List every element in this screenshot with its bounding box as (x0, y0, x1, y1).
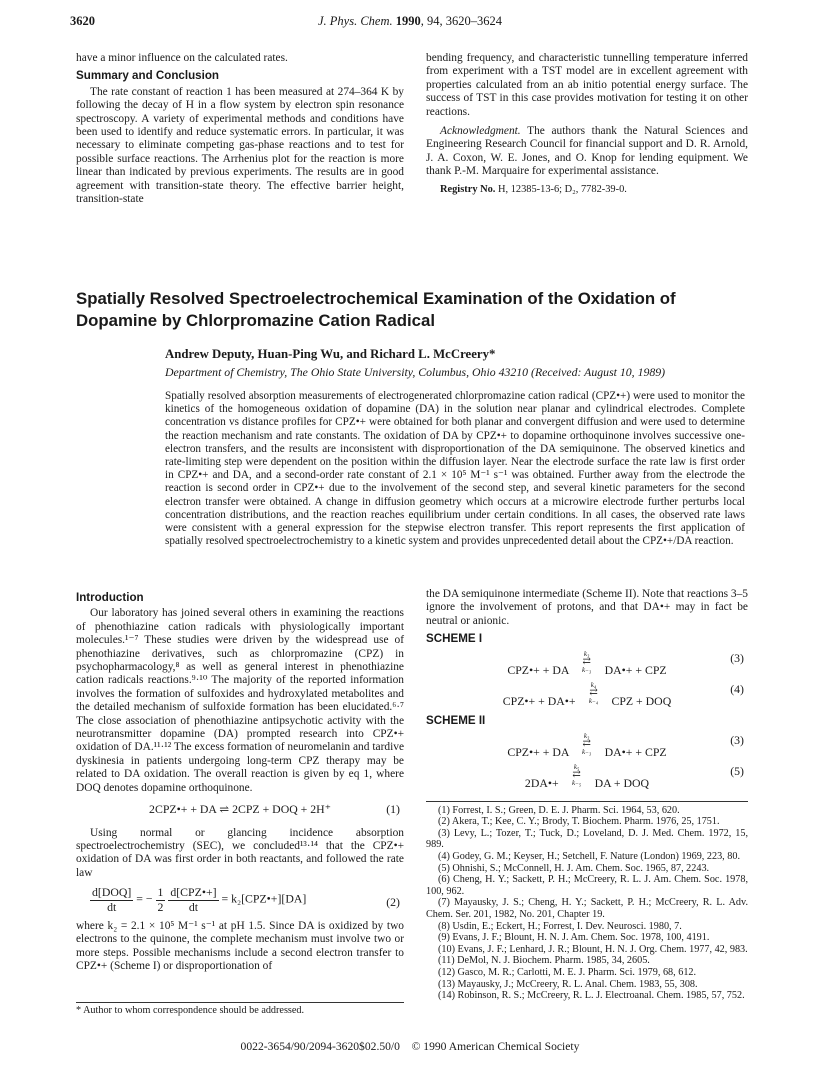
eq2-number: (2) (386, 895, 400, 910)
running-header (0, 14, 820, 29)
eq2-lhs (90, 886, 133, 914)
eq2-lhs-den: dt (107, 899, 117, 914)
reference: (9) Evans, J. F.; Blount, H. N. J. Am. Chem. Soc. 1978, 100, 4191. (438, 932, 710, 944)
copyright: © 1990 American Chemical Society (411, 1040, 580, 1053)
s1-r3-bot: k₋₃ (582, 665, 592, 674)
s1-r3-top: k₃ (583, 649, 590, 658)
eq2-end: = k₂[CPZ•+][DA] (221, 891, 307, 906)
reference: (10) Evans, J. F.; Lenhard, J. R.; Blount, H. N. J. Org. Chem. 1977, 42, 983. (438, 943, 748, 955)
ack-text: The authors thank the Natural Sciences and Engineering Research Council for financial support and D. R. Arnold, J. A. Coxon, W. E. Jones, and O. Knop for lending equipment. We thank P.-M. Marquaire for experimental assistance. (426, 125, 748, 178)
eq2-mid: = − (136, 891, 153, 906)
reference: (6) Cheng, H. Y.; Sackett, P. H.; McCreery, R. L. J. Am. Chem. Soc. 1978, 100, 962. (426, 874, 748, 897)
eq1-number: (1) (386, 802, 400, 817)
s2-r5-top: k₅ (573, 763, 580, 772)
s1-r3-left: CPZ•+ + DA (507, 662, 569, 677)
registry (426, 183, 748, 196)
scheme-1-label: SCHEME I (426, 632, 483, 646)
s2-r5-bot: k₋₅ (571, 779, 582, 788)
ack-label: Acknowledgment. (440, 125, 521, 138)
registry-label: Registry No. (440, 183, 496, 195)
reference: (5) Ohnishi, S.; McConnell, H. J. Am. Chem. Soc. 1965, 87, 2243. (438, 862, 710, 874)
equilibrium-arrow-icon: k₃ ⇄ k₋₃ (572, 650, 602, 674)
summary-heading: Summary and Conclusion (76, 69, 220, 83)
intro-paragraph-2: Using normal or glancing incidence absorption spectroelectrochemistry (SEC), we concluded¹³·¹⁴ that the CPZ•+ oxidation of DA was first order in both reactants, and followed the rate law (76, 826, 404, 879)
s2-r5-left: 2DA•+ (524, 776, 559, 791)
equation-2 (76, 886, 404, 914)
reference: (1) Forrest, I. S.; Green, D. E. J. Pharm. Sci. 1964, 53, 620. (438, 804, 680, 816)
s2-r3-number: (3) (730, 732, 744, 747)
article-code: 0022-3654/90/2094-3620$02.50/0 (240, 1040, 400, 1053)
s2-r5-right: DA + DOQ (594, 776, 650, 791)
equilibrium-arrow-icon: k₃ ⇄ k₋₃ (572, 732, 602, 756)
eq2-half-den: 2 (157, 899, 164, 914)
s1-r4-bot: k₋₄ (588, 697, 599, 706)
s1-r3-right: DA•+ + CPZ (604, 662, 667, 677)
eq2-lhs-num: d[DOQ] (92, 885, 132, 900)
acknowledgment (426, 125, 748, 179)
intro-paragraph-3: where k₂ = 2.1 × 10⁵ M⁻¹ s⁻¹ at pH 1.5. Since DA is oxidized by two electrons to the quinone, the complete mechanism must involve two or more steps. Possible mechanisms include a second electron transfer to CPZ•+ (Scheme I) or disproportionation of (76, 919, 404, 973)
s1-r4-left: CPZ•+ + DA•+ (502, 694, 576, 709)
s2-r3-bot: k₋₃ (582, 747, 592, 756)
s1-r4-right: CPZ + DOQ (611, 694, 672, 709)
s1-r4-number: (4) (730, 682, 744, 697)
authors: Andrew Deputy, Huan-Ping Wu, and Richard L. McCreery* (165, 347, 496, 361)
reference: (4) Godey, G. M.; Keyser, H.; Setchell, F. Nature (London) 1969, 223, 80. (438, 851, 740, 863)
intro-heading: Introduction (76, 591, 144, 604)
page-number: 3620 (70, 14, 95, 28)
s2-r5-number: (5) (730, 764, 744, 779)
abstract: Spatially resolved absorption measurements of electrogenerated chlorpromazine cation radical (CPZ•+) were used to monitor the kinetics of the homogeneous oxidation of dopamine (DA) in the solution near planar and cylindrical electrodes. Complete concentration vs distance profiles for CPZ•+ were obtained for both planar and convergent diffusion and were used to determine the reaction mechanism and rate constants. The oxidation of DA by CPZ•+ to dopamine orthoquinone involves successive one-electron transfers, and the results are inconsistent with disproportionation of the DA semiquinone. The observed kinetics and rate-limiting step were dependent on the position within the diffusion layer. Near the electrode surface the rate law is first order in CPZ•+ and DA, and a second-order rate constant of 2.1 × 10⁵ M⁻¹ s⁻¹ was obtained. Further away from the electrode the reaction is second order in CPZ•+ due to the involvement of the second step, and several kinetic parameters for the second electron transfer were obtained. A change in diffusion geometry which occurs at a microwire electrode further perturbs local concentration distributions, and the reaction reaches equilibrium under certain conditions. In all cases, the observed rate laws were consistent with a general expression for the stepwise electron transfer. This report represents the first application of spatially resolved spectroelectrochemistry to a kinetic system and provides unprecedented detail about the CPZ•+/DA reaction. (165, 390, 745, 548)
s1-r4-top: k₄ (590, 681, 597, 690)
references-list (426, 801, 748, 1002)
prev-intro-text: have a minor influence on the calculated rates. (76, 52, 288, 64)
eq2-half (156, 886, 166, 914)
eq1-text: 2CPZ•+ + DA ⇌ 2CPZ + DOQ + 2H⁺ (149, 802, 331, 817)
prev-continuation: bending frequency, and characteristic tunnelling temperature inferred from experiment with a TST model are in excellent agreement with properties calculated from an ab initio potential energy surface. The success of TST in this case provides motivation for testing it on other reactions. (426, 52, 748, 118)
intro-paragraph-1: Our laboratory has joined several others in examining the reactions of phenothiazine cation radicals with physiologically important molecules.¹⁻⁷ These studies were driven by the widespread use of phenothiazine derivatives, such as chlorpromazine (CPZ) in psychopharmacology,⁸ as well as general interest in phenothiazine cation radicals reactions.⁹·¹⁰ The majority of the reported information involves the formation of sulfoxides and hydroxylated metabolites and the detailed mechanism of sulfoxide formation has been elucidated.⁶·⁷ The close association of phenothiazine antipsychotic activity with the neurotransmitter dopamine (DA) prompted research into CPZ•+ oxidation of DA.¹¹·¹² The excess formation of neuromelanin and tardive dyskinesia in patients undergoing long-term CPZ therapy may be related to DA oxidation. The overall reaction is given by eq 1, where DOQ denotes dopamine orthoquinone. (76, 607, 404, 794)
author-footnote: * Author to whom correspondence should be addressed. (76, 1002, 404, 1016)
reference: (13) Mayausky, J.; McCreery, R. L. Anal. Chem. 1983, 55, 308. (438, 978, 698, 990)
reaction-4-scheme1 (426, 683, 748, 708)
scheme-2-label: SCHEME II (426, 714, 486, 728)
reference: (12) Gasco, M. R.; Carlotti, M. E. J. Pharm. Sci. 1979, 68, 612. (438, 966, 697, 978)
s2-r3-right: DA•+ + CPZ (604, 744, 667, 759)
article-title: Spatially Resolved Spectroelectrochemical Examination of the Oxidation of Dopamine by Chlorpromazine Cation Radical (76, 289, 676, 330)
reaction-5-scheme2 (426, 765, 748, 790)
prev-article-left (76, 52, 404, 210)
reaction-3-scheme1 (426, 649, 748, 677)
affiliation: Department of Chemistry, The Ohio State University, Columbus, Ohio 43210 (Received: August 10, 1989) (165, 365, 666, 379)
journal-year: 1990 (395, 14, 421, 28)
summary-paragraph: The rate constant of reaction 1 has been measured at 274–364 K by following the decay of H in a flow system by electron spin resonance spectroscopy. A variety of experimental methods and conditions have been used to identify and reduce systematic errors. In particular, it was necessary to eliminate competing gas-phase reactions and to test for possible surface reactions. The Arrhenius plot for the reaction is more linear than indicated by previous experiments. The results are in good agreement with transition-state theory. The effective barrier height, transition-state (76, 85, 404, 206)
page-footer (0, 1040, 820, 1053)
reference: (3) Levy, L.; Tozer, T.; Tuck, D.; Loveland, D. J. Med. Chem. 1972, 15, 989. (426, 827, 748, 851)
s2-r3-left: CPZ•+ + DA (507, 744, 569, 759)
eq2-rhs-den: dt (188, 899, 199, 914)
article-right-column (426, 588, 748, 1002)
eq2-rhs-num: d[CPZ•+] (170, 885, 217, 900)
reference: (2) Akera, T.; Kee, C. Y.; Brody, T. Biochem. Pharm. 1976, 25, 1751. (438, 816, 720, 828)
equilibrium-arrow-icon: k₅ ⇄ k₋₅ (562, 763, 592, 787)
s2-r3-top: k₃ (583, 731, 590, 740)
prev-article-right (426, 52, 748, 200)
reaction-3-scheme2 (426, 731, 748, 759)
equilibrium-arrow-icon: k₄ ⇄ k₋₄ (579, 681, 609, 705)
reference: (11) DeMol, N. J. Biochem. Pharm. 1985, 34, 2605. (438, 955, 650, 967)
reference: (14) Robinson, R. S.; McCreery, R. L. J. Electroanal. Chem. 1985, 57, 752. (438, 990, 745, 1002)
reference: (7) Mayausky, J. S.; Cheng, H. Y.; Sackett, P. H.; McCreery, R. L. Adv. Chem. Ser. 201, 1982, No. 201, Chapter 19. (426, 897, 748, 920)
registry-text: H, 12385-13-6; D₂, 7782-39-0. (495, 183, 627, 195)
eq2-half-num: 1 (157, 885, 164, 900)
article-left-column (76, 588, 404, 978)
equation-1 (76, 803, 404, 816)
reference: (8) Usdin, E.; Eckert, H.; Forrest, I. Dev. Neurosci. 1980, 7. (438, 920, 682, 932)
journal-volume-pages: , 94, 3620–3624 (420, 14, 502, 28)
journal-name: J. Phys. Chem. (317, 14, 393, 28)
right-paragraph-1: the DA semiquinone intermediate (Scheme II). Note that reactions 3–5 ignore the involvement of protons, and that DA•+ may in fact be neutral or anionic. (426, 588, 749, 627)
s1-r3-number: (3) (730, 650, 744, 665)
eq2-rhs (168, 886, 218, 914)
